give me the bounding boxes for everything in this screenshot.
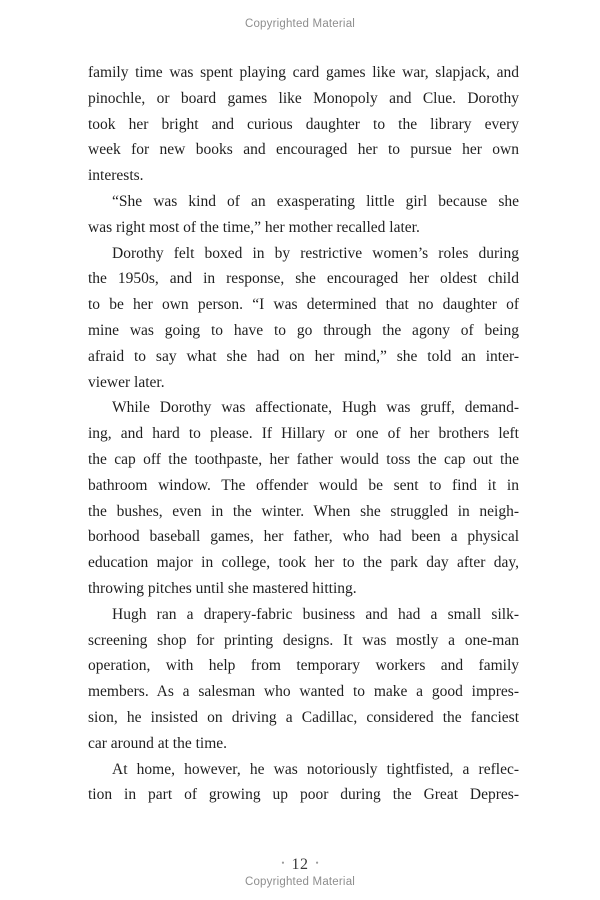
copyright-notice-bottom: Copyrighted Material <box>244 876 356 888</box>
text-line: ing, and hard to please. If Hillary or one of her brothers left <box>88 425 519 443</box>
text-line: bathroom window. The offender would be sent to find it in <box>88 476 519 494</box>
text-line: screening shop for printing designs. It was mostly a one-man <box>88 631 519 649</box>
text-line: tion in part of growing up poor during the Great Depres- <box>88 786 519 804</box>
text-line: borhood baseball games, her father, who had been a physical <box>88 528 519 546</box>
page-footer <box>0 854 600 888</box>
text-line: education major in college, took her to the park day after day, <box>88 554 519 572</box>
paragraph <box>88 60 519 189</box>
text-line: took her bright and curious daughter to the library every <box>88 115 519 133</box>
page-number-dot-left: • <box>281 858 285 868</box>
paragraph <box>88 757 519 809</box>
book-page-text <box>88 60 519 808</box>
text-line: While Dorothy was affectionate, Hugh was gruff, demand- <box>112 399 519 417</box>
text-line: the 1950s, and in response, she encouraged her oldest child <box>88 270 519 288</box>
text-line: Dorothy felt boxed in by restrictive women’s roles during <box>112 244 519 262</box>
text-line: “She was kind of an exasperating little girl because she <box>112 192 519 210</box>
text-line: members. As a salesman who wanted to make a good impres- <box>88 683 519 701</box>
paragraph <box>88 241 519 396</box>
text-line: At home, however, he was notoriously tightfisted, a reflec- <box>112 760 519 778</box>
text-line: family time was spent playing card games like war, slapjack, and <box>88 64 519 81</box>
text-line: week for new books and encouraged her to pursue her own <box>88 141 519 159</box>
text-line: Hugh ran a drapery-fabric business and had a small silk- <box>112 605 519 623</box>
page-number-dot-right: • <box>315 858 319 868</box>
paragraph <box>88 395 519 601</box>
copyright-notice-top: Copyrighted Material <box>244 18 356 30</box>
paragraph <box>88 602 519 757</box>
text-line: afraid to say what she had on her mind,” she told an inter- <box>88 347 519 365</box>
paragraph <box>88 189 519 241</box>
text-line: mine was going to have to go through the agony of being <box>88 321 519 339</box>
text-line: interests. <box>88 167 144 185</box>
text-line: pinochle, or board games like Monopoly and Clue. Dorothy <box>88 89 519 107</box>
page-number: 12 <box>291 856 309 873</box>
text-line: sion, he insisted on driving a Cadillac, considered the fanciest <box>88 708 519 726</box>
text-line: to be her own person. “I was determined that no daughter of <box>88 296 519 314</box>
text-line: viewer later. <box>88 373 165 391</box>
text-line: throwing pitches until she mastered hitting. <box>88 579 357 597</box>
text-line: the bushes, even in the winter. When she struggled in neigh- <box>88 502 519 520</box>
text-line: car around at the time. <box>88 734 228 752</box>
text-line: the cap off the toothpaste, her father would toss the cap out the <box>88 450 519 468</box>
page-number-row <box>0 854 600 874</box>
text-line: was right most of the time,” her mother recalled later. <box>88 218 420 236</box>
text-line: operation, with help from temporary workers and family <box>88 657 519 675</box>
